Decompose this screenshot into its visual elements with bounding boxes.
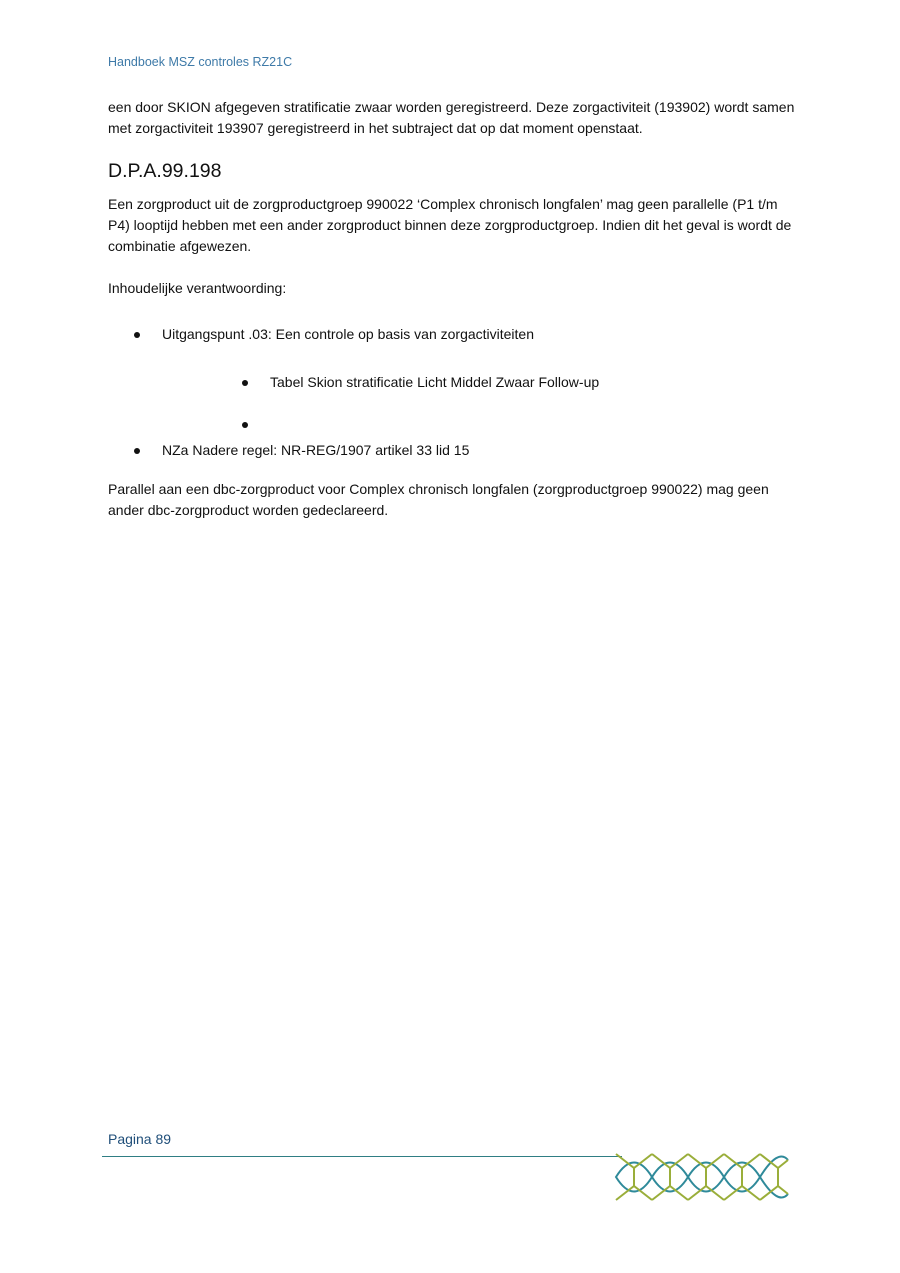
section-heading: D.P.A.99.198 [108,160,222,182]
intro-paragraph: een door SKION afgegeven stratificatie zwaar worden geregistreerd. Deze zorgactiviteit (193902) wordt samen met zorgactiviteit 193907 geregistreerd in het subtraject dat op dat moment openstaat. [108,99,795,136]
bullet-dot [242,422,248,428]
bullet-dot [242,380,248,386]
bullet-dot [134,448,140,454]
bullet-text: Tabel Skion stratificatie Licht Middel Zwaar Follow-up [270,374,600,390]
bullet-text: Uitgangspunt .03: Een controle op basis van zorgactiviteiten [162,326,535,342]
section-paragraph: Een zorgproduct uit de zorgproductgroep 990022 ‘Complex chronisch longfalen’ mag geen parallelle (P1 t/m P4) looptijd hebben met een ander zorgproduct binnen deze zorgproductgroep. Indien dit het geval is wordt de combinatie afgewezen. [108,196,792,254]
footer-divider [102,1156,622,1157]
document-body [108,97,798,139]
closing-paragraph: Parallel aan een dbc-zorgproduct voor Complex chronisch longfalen (zorgproductgroep 990022) mag geen ander dbc-zorgproduct worden gedeclareerd. [108,481,769,518]
decorative-pattern-logo [612,1150,792,1204]
page-number: Pagina 89 [108,1131,172,1147]
running-header-title: Handboek MSZ controles RZ21C [108,55,293,69]
justification-label: Inhoudelijke verantwoording: [108,280,287,296]
bullet-dot [134,332,140,338]
bullet-text: NZa Nadere regel: NR-REG/1907 artikel 33 lid 15 [162,442,470,458]
